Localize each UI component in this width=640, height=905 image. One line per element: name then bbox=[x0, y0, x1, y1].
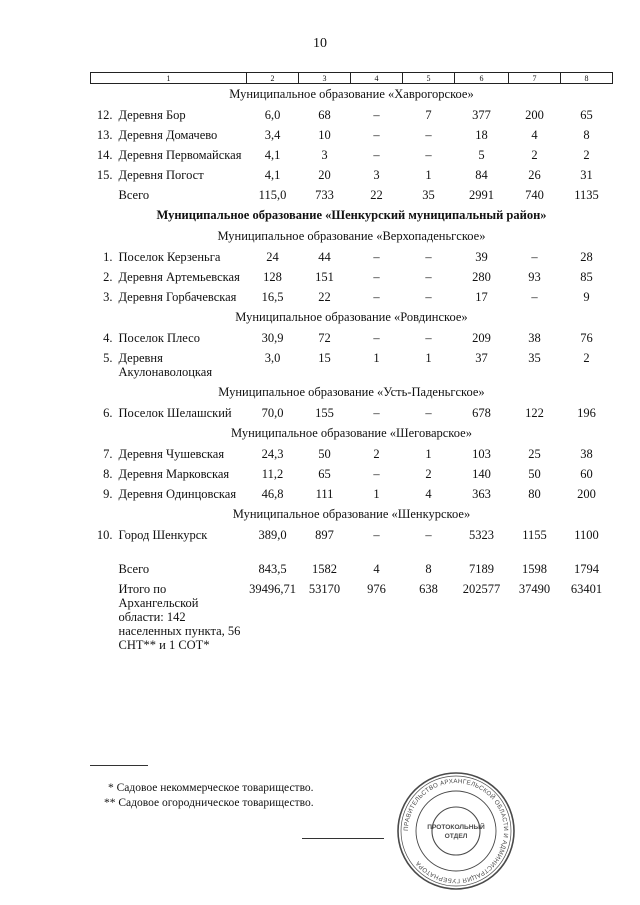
value-col-3: 733 bbox=[315, 188, 334, 202]
municipality-heading bbox=[91, 504, 613, 525]
value-col-4: 22 bbox=[370, 188, 383, 202]
row-number: 10. bbox=[96, 528, 113, 542]
section-title: Муниципальное образование «Хаврогорское» bbox=[229, 87, 474, 101]
table-row bbox=[91, 444, 613, 464]
value-col-4: 2 bbox=[373, 447, 380, 461]
value-col-2: 4,1 bbox=[264, 168, 281, 182]
value-col-8: 8 bbox=[583, 128, 590, 142]
value-col-8: 85 bbox=[580, 270, 593, 284]
value-col-4: – bbox=[373, 250, 380, 264]
value-col-6: 18 bbox=[475, 128, 488, 142]
value-col-3: 50 bbox=[318, 447, 331, 461]
value-col-2: 46,8 bbox=[261, 487, 284, 501]
value-col-7: 25 bbox=[528, 447, 541, 461]
row-number: 15. bbox=[96, 168, 113, 182]
value-col-3: 10 bbox=[318, 128, 331, 142]
value-col-5: – bbox=[425, 406, 432, 420]
table-row bbox=[91, 559, 613, 579]
value-col-7: 38 bbox=[528, 331, 541, 345]
value-col-6: 209 bbox=[472, 331, 491, 345]
row-number: 13. bbox=[96, 128, 113, 142]
value-col-4: – bbox=[373, 108, 380, 122]
value-col-5: – bbox=[425, 331, 432, 345]
settlement-name: Деревня Горбачевская bbox=[118, 290, 237, 304]
row-number bbox=[91, 579, 117, 655]
header-col-4: 4 bbox=[351, 73, 403, 84]
header-col-3: 3 bbox=[299, 73, 351, 84]
settlement-name: Деревня Марковская bbox=[118, 467, 230, 481]
value-col-2: 70,0 bbox=[261, 406, 284, 420]
value-col-4: 4 bbox=[373, 562, 380, 576]
district-heading bbox=[91, 205, 613, 226]
municipality-heading bbox=[91, 382, 613, 403]
value-col-3: 20 bbox=[318, 168, 331, 182]
value-col-2: 30,9 bbox=[261, 331, 284, 345]
row-number: 8. bbox=[103, 467, 113, 481]
value-col-8: 1794 bbox=[574, 562, 599, 576]
settlements-table bbox=[90, 72, 613, 655]
value-col-6: 377 bbox=[472, 108, 491, 122]
municipality-heading bbox=[91, 84, 613, 106]
row-number: 5. bbox=[103, 351, 113, 365]
value-col-6: 17 bbox=[475, 290, 488, 304]
value-col-7: 93 bbox=[528, 270, 541, 284]
municipality-heading bbox=[91, 307, 613, 328]
table-header-row bbox=[91, 73, 613, 84]
value-col-8: 196 bbox=[577, 406, 596, 420]
value-col-2: 4,1 bbox=[264, 148, 281, 162]
value-col-7: 2 bbox=[531, 148, 538, 162]
value-col-5: – bbox=[425, 270, 432, 284]
settlement-name: Деревня Артемьевская bbox=[118, 270, 240, 284]
value-col-7: – bbox=[531, 250, 538, 264]
row-number: 7. bbox=[103, 447, 113, 461]
value-col-4: – bbox=[373, 148, 380, 162]
header-col-5: 5 bbox=[403, 73, 455, 84]
section-title: Муниципальное образование «Шенкурское» bbox=[232, 507, 471, 521]
value-col-5: – bbox=[425, 148, 432, 162]
value-col-3: 1582 bbox=[312, 562, 337, 576]
row-number: 3. bbox=[103, 290, 113, 304]
row-number bbox=[91, 559, 117, 579]
settlement-name: Поселок Плесо bbox=[118, 331, 200, 345]
value-col-3: 65 bbox=[318, 467, 331, 481]
row-number: 6. bbox=[103, 406, 113, 420]
row-number: 1. bbox=[103, 250, 113, 264]
value-col-7: 200 bbox=[525, 108, 544, 122]
value-col-3: 3 bbox=[321, 148, 328, 162]
section-title: Муниципальное образование «Шеговарское» bbox=[231, 426, 472, 440]
value-col-2: 24,3 bbox=[261, 447, 284, 461]
value-col-3: 53170 bbox=[308, 582, 341, 596]
seal-center-ring bbox=[432, 807, 480, 855]
value-col-2: 128 bbox=[263, 270, 282, 284]
value-col-2: 3,0 bbox=[264, 351, 281, 365]
protocol-department-seal bbox=[395, 770, 517, 892]
value-col-7: 26 bbox=[528, 168, 541, 182]
header-col-6: 6 bbox=[455, 73, 509, 84]
value-col-6: 39 bbox=[475, 250, 488, 264]
row-number bbox=[91, 185, 117, 205]
signature-line bbox=[302, 838, 384, 839]
value-col-5: – bbox=[425, 250, 432, 264]
table-body bbox=[91, 84, 613, 656]
value-col-5: 638 bbox=[419, 582, 438, 596]
table-row bbox=[91, 145, 613, 165]
value-col-3: 897 bbox=[315, 528, 334, 542]
value-col-8: 2 bbox=[583, 148, 590, 162]
value-col-7: – bbox=[531, 290, 538, 304]
section-title: Муниципальное образование «Верхопаденьгское» bbox=[217, 229, 486, 243]
value-col-2: 843,5 bbox=[258, 562, 287, 576]
value-col-2: 24 bbox=[266, 250, 279, 264]
settlement-name: Деревня Одинцовская bbox=[118, 487, 237, 501]
value-col-8: 38 bbox=[580, 447, 593, 461]
value-col-4: – bbox=[373, 270, 380, 284]
value-col-6: 363 bbox=[472, 487, 491, 501]
footnote-snt: * Садовое некоммерческое товарищество. bbox=[108, 782, 314, 794]
table-row bbox=[91, 105, 613, 125]
value-col-2: 16,5 bbox=[261, 290, 284, 304]
value-col-4: – bbox=[373, 290, 380, 304]
value-col-5: 1 bbox=[425, 447, 432, 461]
header-col-7: 7 bbox=[509, 73, 561, 84]
value-col-2: 389,0 bbox=[258, 528, 287, 542]
value-col-7: 80 bbox=[528, 487, 541, 501]
value-col-6: 5 bbox=[478, 148, 485, 162]
value-col-7: 122 bbox=[525, 406, 544, 420]
value-col-6: 37 bbox=[475, 351, 488, 365]
settlement-name: Всего bbox=[118, 562, 150, 576]
value-col-7: 1598 bbox=[522, 562, 547, 576]
value-col-8: 60 bbox=[580, 467, 593, 481]
municipality-heading bbox=[91, 423, 613, 444]
value-col-7: 740 bbox=[525, 188, 544, 202]
value-col-5: 1 bbox=[425, 351, 432, 365]
value-col-4: 1 bbox=[373, 351, 380, 365]
value-col-6: 5323 bbox=[469, 528, 494, 542]
value-col-3: 22 bbox=[318, 290, 331, 304]
table-row bbox=[91, 328, 613, 348]
value-col-6: 280 bbox=[472, 270, 491, 284]
row-number: 14. bbox=[96, 148, 113, 162]
value-col-4: 976 bbox=[367, 582, 386, 596]
value-col-8: 63401 bbox=[570, 582, 603, 596]
section-title: Муниципальное образование «Шенкурский муниципальный район» bbox=[156, 208, 547, 222]
row-number: 2. bbox=[103, 270, 113, 284]
value-col-5: – bbox=[425, 290, 432, 304]
value-col-8: 76 bbox=[580, 331, 593, 345]
value-col-5: – bbox=[425, 528, 432, 542]
value-col-6: 202577 bbox=[462, 582, 501, 596]
row-number: 9. bbox=[103, 487, 113, 501]
seal-center-line-1: ПРОТОКОЛЬНЫЙ bbox=[427, 824, 485, 831]
seal-outer-text: ПРАВИТЕЛЬСТВО АРХАНГЕЛЬСКОЙ ОБЛАСТИ И АДМИНИСТРАЦИЯ ГУБЕРНАТОРА bbox=[402, 777, 510, 885]
value-col-3: 15 bbox=[318, 351, 331, 365]
value-col-6: 678 bbox=[472, 406, 491, 420]
settlement-name: Всего bbox=[118, 188, 150, 202]
value-col-8: 65 bbox=[580, 108, 593, 122]
table-row bbox=[91, 348, 613, 382]
value-col-6: 103 bbox=[472, 447, 491, 461]
table-row bbox=[91, 185, 613, 205]
value-col-5: 35 bbox=[422, 188, 435, 202]
table-row bbox=[91, 247, 613, 267]
header-col-2: 2 bbox=[247, 73, 299, 84]
settlement-name: Деревня Погост bbox=[118, 168, 204, 182]
table-row bbox=[91, 165, 613, 185]
value-col-2: 3,4 bbox=[264, 128, 281, 142]
value-col-3: 68 bbox=[318, 108, 331, 122]
value-col-4: 1 bbox=[373, 487, 380, 501]
value-col-5: 8 bbox=[425, 562, 432, 576]
value-col-4: – bbox=[373, 331, 380, 345]
settlement-name: Деревня Чушевская bbox=[118, 447, 225, 461]
settlement-name: Итого по Архангельской области: 142 населенных пункта, 56 СНТ** и 1 СОТ* bbox=[118, 582, 241, 652]
value-col-4: – bbox=[373, 406, 380, 420]
value-col-8: 28 bbox=[580, 250, 593, 264]
value-col-5: – bbox=[425, 128, 432, 142]
value-col-4: – bbox=[373, 528, 380, 542]
value-col-2: 6,0 bbox=[264, 108, 281, 122]
spacer-cell bbox=[91, 545, 613, 559]
settlement-name: Деревня Бор bbox=[118, 108, 186, 122]
value-col-6: 84 bbox=[475, 168, 488, 182]
settlement-name: Деревня Акулонаволоцкая bbox=[118, 351, 213, 379]
table-row bbox=[91, 579, 613, 655]
value-col-2: 39496,71 bbox=[249, 582, 296, 596]
value-col-7: 4 bbox=[531, 128, 538, 142]
page-number: 10 bbox=[313, 36, 327, 51]
value-col-3: 111 bbox=[315, 487, 334, 501]
value-col-5: 2 bbox=[425, 467, 432, 481]
seal-outer-ring bbox=[398, 773, 514, 889]
header-col-8: 8 bbox=[561, 73, 613, 84]
table-row bbox=[91, 464, 613, 484]
table-row bbox=[91, 525, 613, 545]
table-row bbox=[91, 125, 613, 145]
row-number: 12. bbox=[96, 108, 113, 122]
header-col-1: 1 bbox=[91, 73, 247, 84]
value-col-3: 44 bbox=[318, 250, 331, 264]
value-col-2: 11,2 bbox=[261, 467, 284, 481]
value-col-3: 155 bbox=[315, 406, 334, 420]
value-col-8: 1135 bbox=[574, 188, 599, 202]
settlement-name: Поселок Шелашский bbox=[118, 406, 232, 420]
value-col-8: 2 bbox=[583, 351, 590, 365]
table-row bbox=[91, 287, 613, 307]
value-col-6: 140 bbox=[472, 467, 491, 481]
seal-outer-inner-ring bbox=[401, 776, 511, 886]
section-title: Муниципальное образование «Ровдинское» bbox=[235, 310, 468, 324]
footnote-sot: ** Садовое огородническое товарищество. bbox=[104, 797, 314, 809]
settlement-name: Поселок Керзеньга bbox=[118, 250, 221, 264]
value-col-8: 31 bbox=[580, 168, 593, 182]
value-col-7: 1155 bbox=[522, 528, 547, 542]
settlement-name: Деревня Первомайская bbox=[118, 148, 242, 162]
table-row bbox=[91, 484, 613, 504]
value-col-8: 9 bbox=[583, 290, 590, 304]
value-col-6: 7189 bbox=[469, 562, 494, 576]
value-col-3: 151 bbox=[315, 270, 334, 284]
spacer-row bbox=[91, 545, 613, 559]
seal-middle-ring bbox=[416, 791, 496, 871]
value-col-4: – bbox=[373, 128, 380, 142]
municipality-heading bbox=[91, 226, 613, 247]
table-row bbox=[91, 403, 613, 423]
value-col-7: 35 bbox=[528, 351, 541, 365]
settlement-name: Город Шенкурск bbox=[118, 528, 208, 542]
value-col-5: 7 bbox=[425, 108, 432, 122]
value-col-3: 72 bbox=[318, 331, 331, 345]
footnote-divider bbox=[90, 765, 148, 766]
seal-center-line-2: ОТДЕЛ bbox=[444, 833, 468, 840]
settlement-name: Деревня Домачево bbox=[118, 128, 218, 142]
value-col-4: – bbox=[373, 467, 380, 481]
value-col-4: 3 bbox=[373, 168, 380, 182]
table-row bbox=[91, 267, 613, 287]
value-col-5: 4 bbox=[425, 487, 432, 501]
value-col-7: 37490 bbox=[518, 582, 551, 596]
value-col-7: 50 bbox=[528, 467, 541, 481]
value-col-8: 1100 bbox=[574, 528, 599, 542]
value-col-8: 200 bbox=[577, 487, 596, 501]
row-number: 4. bbox=[103, 331, 113, 345]
section-title: Муниципальное образование «Усть-Паденьгское» bbox=[218, 385, 485, 399]
value-col-6: 2991 bbox=[469, 188, 494, 202]
value-col-2: 115,0 bbox=[258, 188, 287, 202]
value-col-5: 1 bbox=[425, 168, 432, 182]
